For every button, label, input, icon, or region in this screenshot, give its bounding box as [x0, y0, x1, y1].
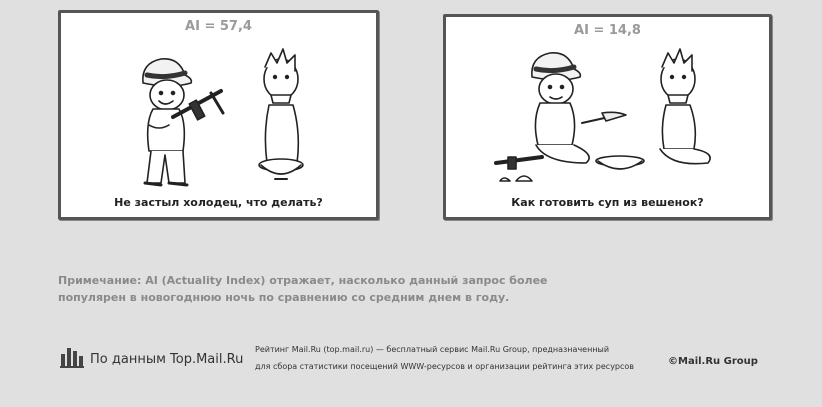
- mushroom-cooking-illustration: [446, 17, 769, 217]
- gangster-and-bowl-illustration: [61, 13, 376, 217]
- logo-text: По данным Top.Mail.Ru: [90, 352, 244, 367]
- rating-credit: [255, 341, 645, 375]
- top-mail-ru-logo: [60, 344, 243, 368]
- comic-panel-right: [443, 14, 772, 220]
- ai-index-label: AI = 57,4: [185, 19, 252, 34]
- copyright-text: ©Mail.Ru Group: [668, 356, 758, 367]
- actuality-index-note: Примечание: AI (Actuality Index) отражает, насколько данный запрос более популярен в новогоднюю ночь по сравнению со средним днем в году.: [58, 274, 548, 304]
- ai-index-label: AI = 14,8: [574, 23, 641, 38]
- comic-panel-left: [58, 10, 379, 220]
- bar-chart-logo-icon: [60, 344, 84, 368]
- credit-line: Рейтинг Mail.Ru (top.mail.ru) — бесплатный сервис Mail.Ru Group, предназначенный: [255, 345, 610, 354]
- query-caption: Как готовить суп из вешенок?: [511, 196, 704, 209]
- credit-line: для сбора статистики посещений WWW-ресурсов и организации рейтинга этих ресурсов: [255, 362, 635, 371]
- query-caption: Не застыл холодец, что делать?: [114, 196, 323, 209]
